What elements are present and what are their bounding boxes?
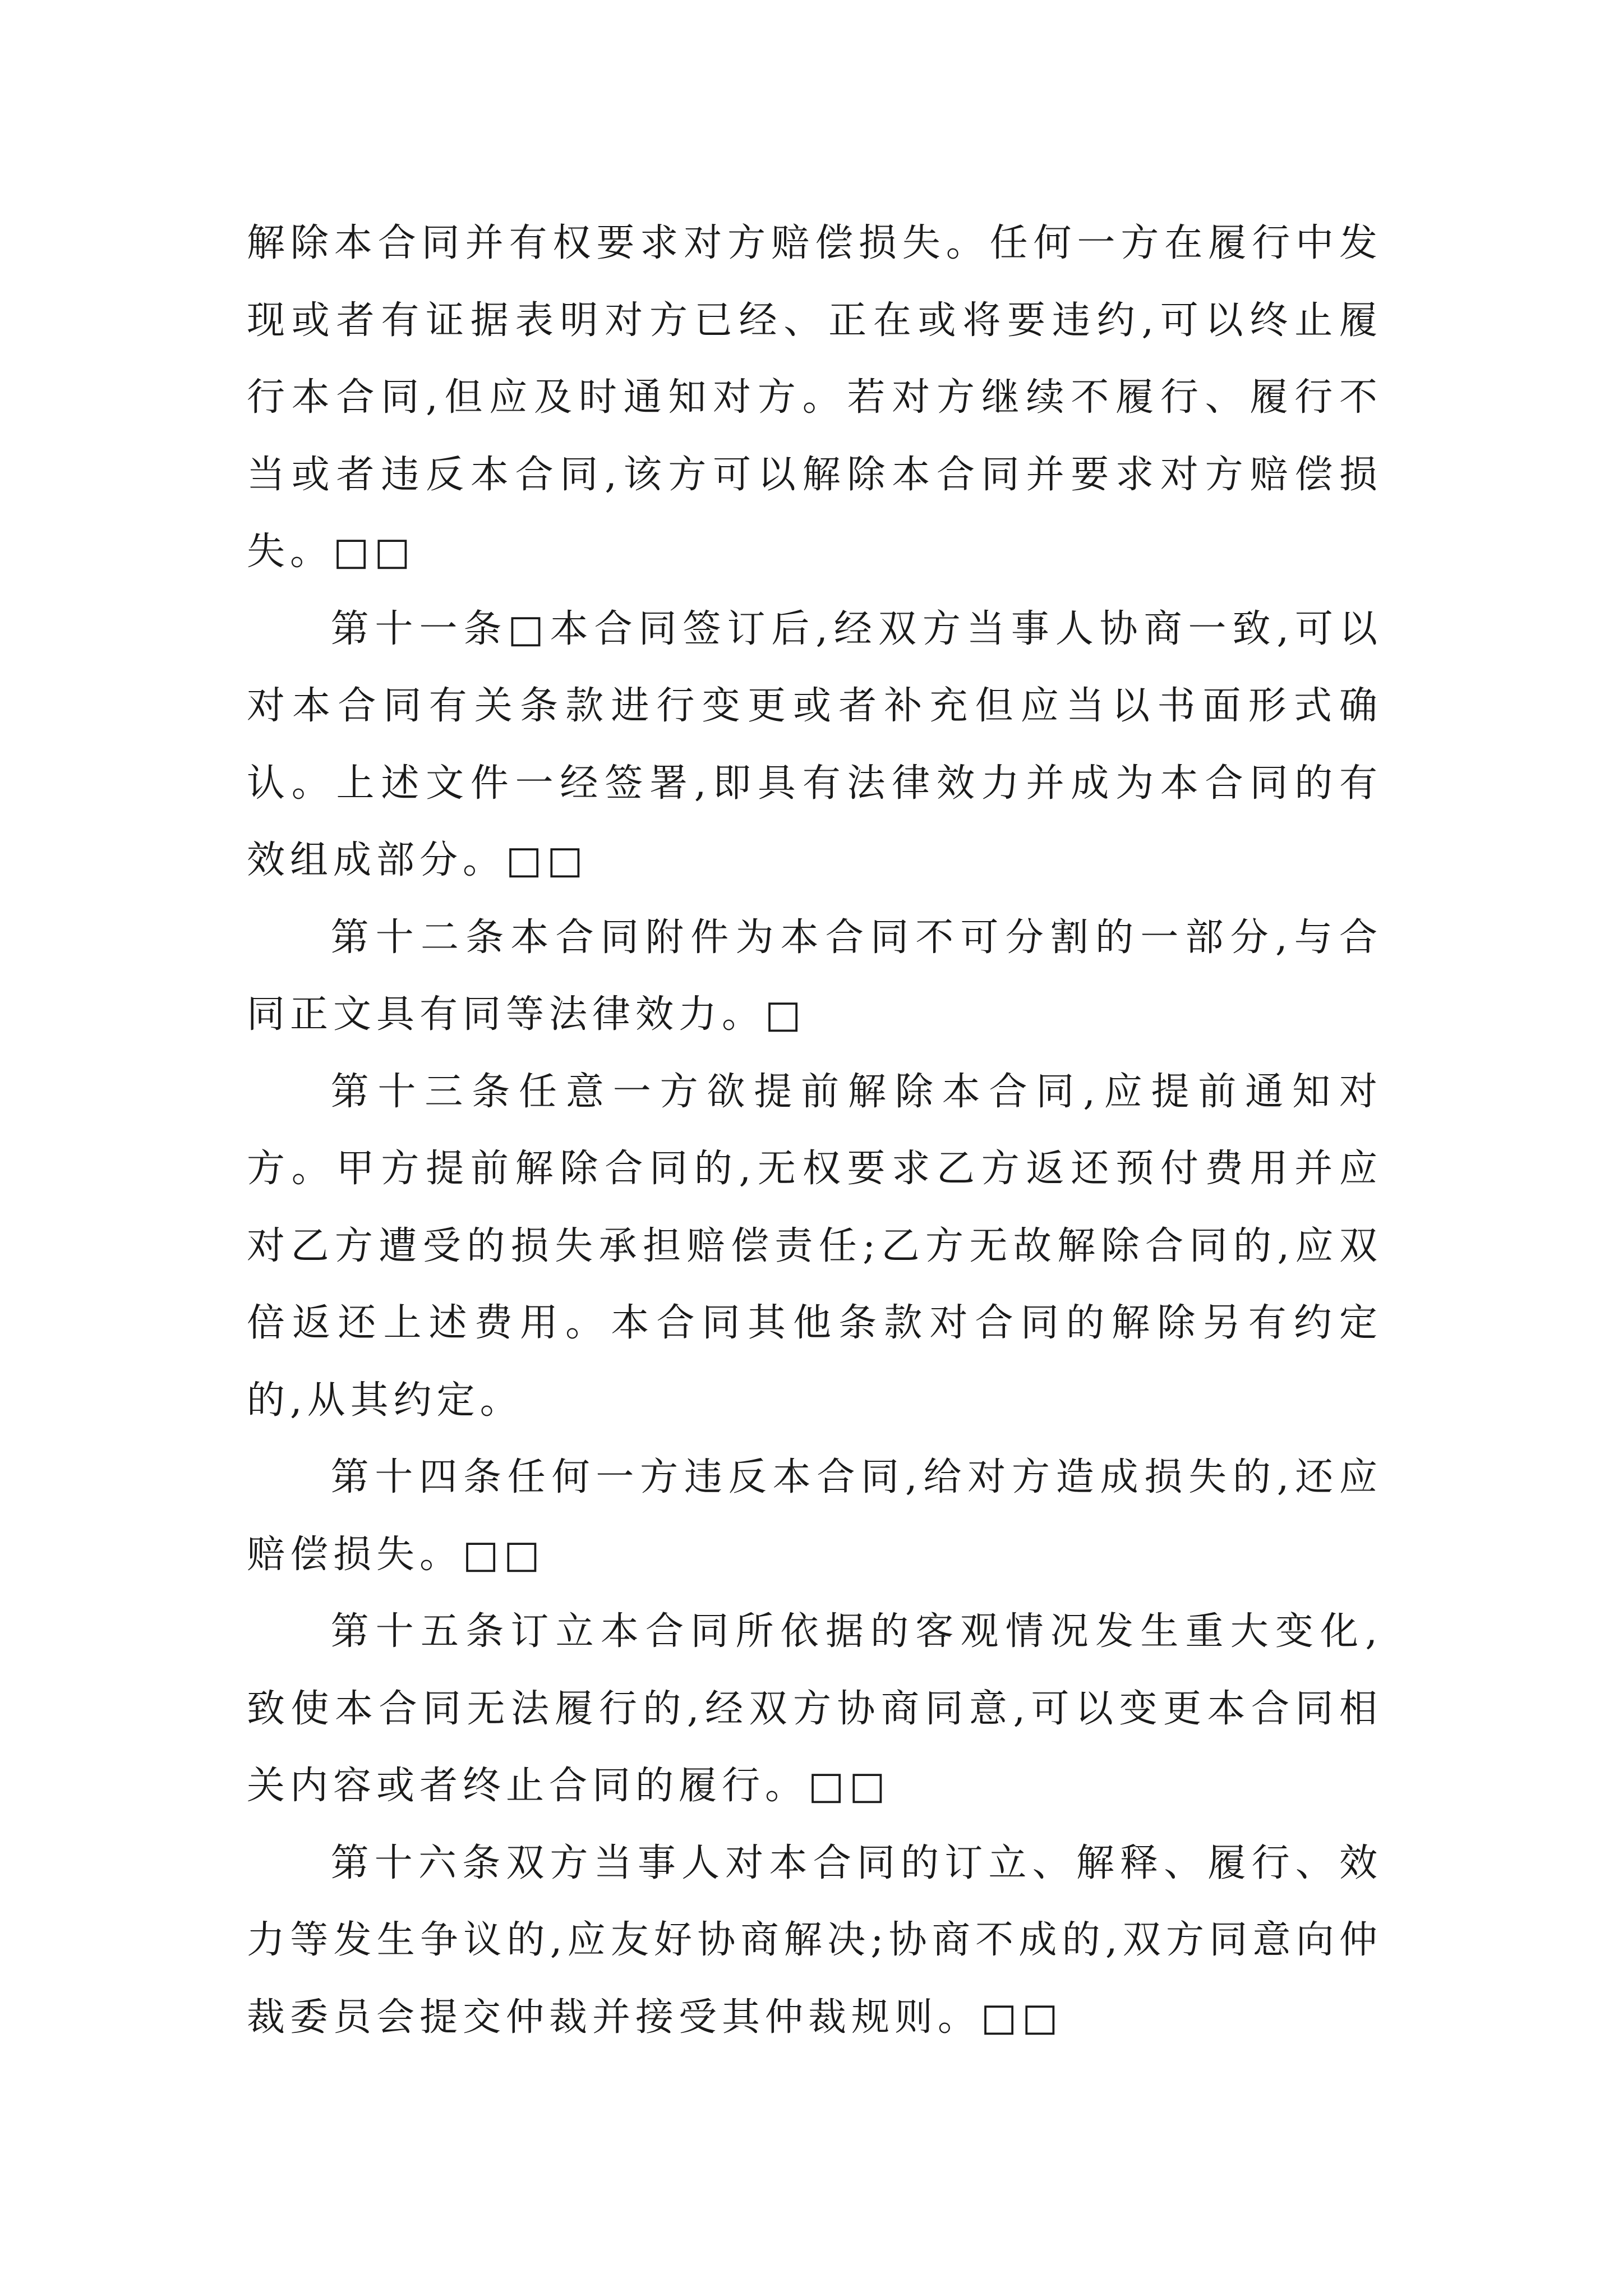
paragraph-article-15: 第十五条订立本合同所依据的客观情况发生重大变化,致使本合同无法履行的,经双方协商同意,可以变更本合同相关内容或者终止合同的履行。□□	[247, 1609, 1382, 1808]
paragraph-continuation: 解除本合同并有权要求对方赔偿损失。任何一方在履行中发现或者有证据表明对方已经、正在或将要违约,可以终止履行本合同,但应及时通知对方。若对方继续不履行、履行不当或者违反本合同,该方可以解除本合同并要求对方赔偿损失。□□	[247, 221, 1382, 574]
paragraph-article-14: 第十四条任何一方违反本合同,给对方造成损失的,还应赔偿损失。□□	[247, 1455, 1382, 1577]
paragraph-article-16: 第十六条双方当事人对本合同的订立、解释、履行、效力等发生争议的,应友好协商解决;协商不成的,双方同意向仲裁委员会提交仲裁并接受其仲裁规则。□□	[247, 1841, 1382, 2040]
document-body	[247, 205, 1382, 2056]
paragraph-article-12: 第十二条本合同附件为本合同不可分割的一部分,与合同正文具有同等法律效力。□	[247, 915, 1382, 1037]
paragraph-article-13: 第十三条任意一方欲提前解除本合同,应提前通知对方。甲方提前解除合同的,无权要求乙方返还预付费用并应对乙方遭受的损失承担赔偿责任;乙方无故解除合同的,应双倍返还上述费用。本合同其他条款对合同的解除另有约定的,从其约定。	[247, 1069, 1382, 1423]
paragraph-article-11: 第十一条□本合同签订后,经双方当事人协商一致,可以对本合同有关条款进行变更或者补充但应当以书面形式确认。上述文件一经签署,即具有法律效力并成为本合同的有效组成部分。□□	[247, 606, 1382, 882]
